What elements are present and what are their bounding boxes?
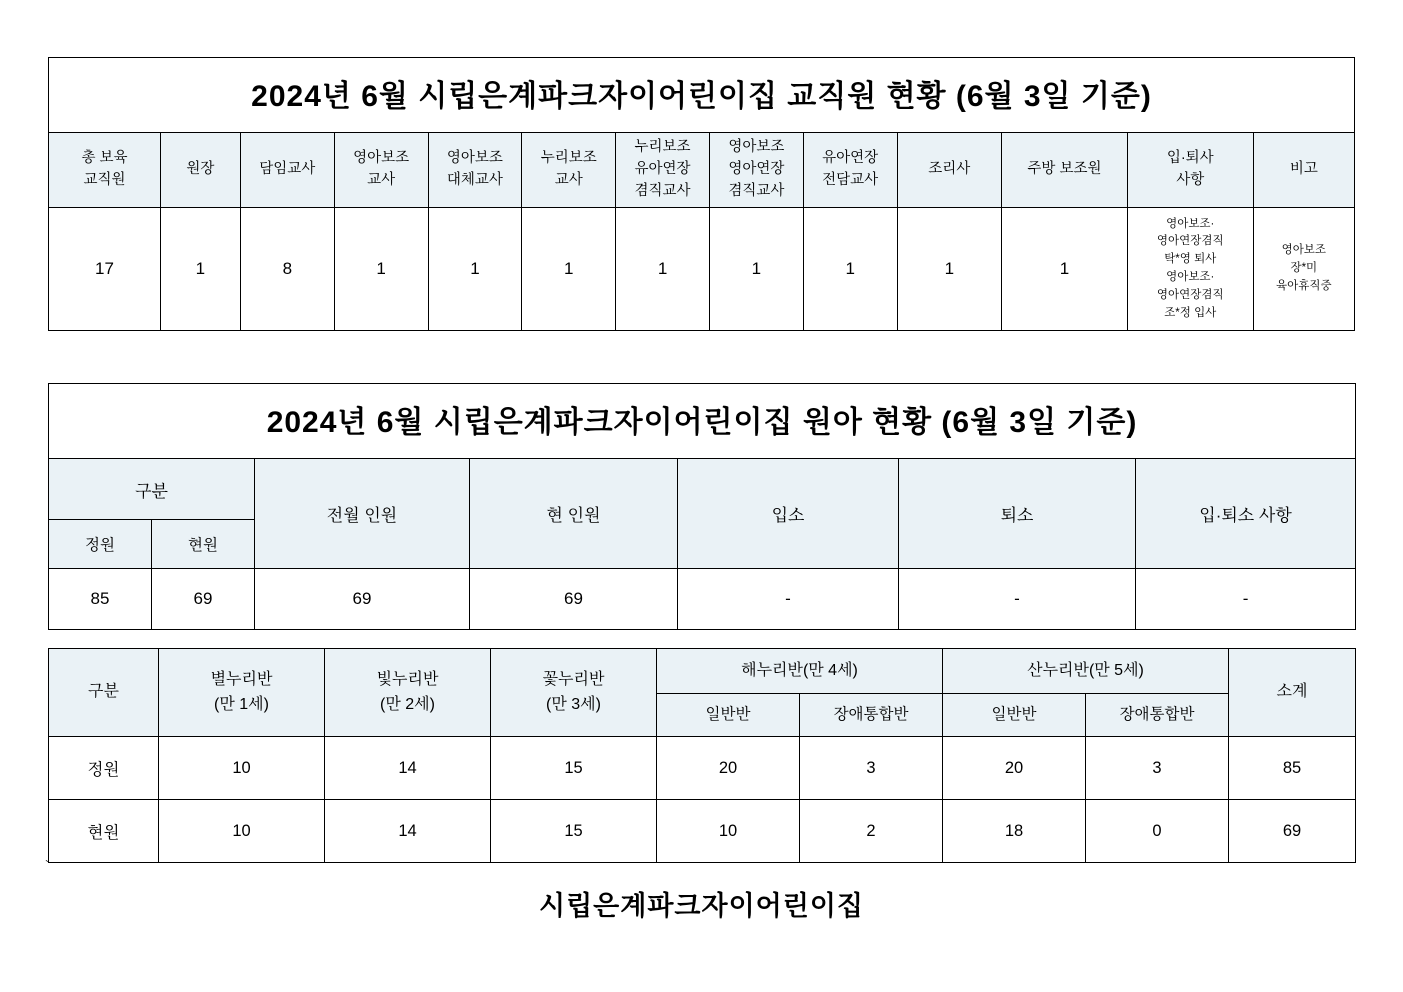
staff-header-infant-ext (709, 133, 803, 208)
staff-header-note: 비고 (1253, 133, 1354, 208)
staff-status-table (48, 57, 1355, 331)
children-status-table (48, 383, 1356, 630)
class-capacity-byeol: 10 (159, 737, 325, 800)
children-value-capacity: 85 (49, 569, 152, 630)
children-subheader-capacity: 정원 (49, 520, 152, 569)
staff-header-child-ext (803, 133, 897, 208)
staff-inout-line3: 탁*영 퇴사 (1164, 253, 1217, 266)
class-capacity-total: 85 (1229, 737, 1356, 800)
staff-value-director: 1 (160, 208, 240, 331)
class-header-byeol (159, 649, 325, 737)
staff-value-homeroom: 8 (240, 208, 334, 331)
staff-header-director: 원장 (160, 133, 240, 208)
class-enrolled-total: 69 (1229, 800, 1356, 863)
staff-header-total-line2: 교직원 (83, 172, 126, 188)
class-header-hae-inclusive: 장애통합반 (800, 694, 943, 737)
class-enrolled-hae-inclusive: 2 (800, 800, 943, 863)
staff-table-title-row (49, 58, 1355, 133)
staff-header-infant-ext-line1: 영아보조 (728, 139, 785, 156)
staff-value-cook: 1 (897, 208, 1001, 331)
children-header-gubun: 구분 (49, 459, 255, 520)
staff-table-value-row (49, 208, 1355, 331)
class-header-bit-name: 빛누리반 (376, 670, 439, 688)
staff-value-nuri-ext: 1 (616, 208, 710, 331)
children-value-current: 69 (470, 569, 678, 630)
class-capacity-bit: 14 (325, 737, 491, 800)
class-enrolled-kkot: 15 (491, 800, 657, 863)
staff-header-homeroom: 담임교사 (240, 133, 334, 208)
staff-header-nuri-ext (616, 133, 710, 208)
children-value-enrolled: 69 (152, 569, 255, 630)
staff-inout-line4: 영아보조· (1166, 271, 1215, 283)
class-header-bit (325, 649, 491, 737)
class-enrolled-bit: 14 (325, 800, 491, 863)
class-header-total: 소계 (1229, 649, 1356, 737)
staff-value-infant-sub: 1 (428, 208, 522, 331)
staff-value-note (1253, 208, 1354, 331)
class-header-san-inclusive: 장애통합반 (1086, 694, 1229, 737)
class-enrolled-san-general: 18 (943, 800, 1086, 863)
class-table-header-top-row (49, 649, 1356, 694)
staff-value-total: 17 (49, 208, 161, 331)
class-enrolled-byeol: 10 (159, 800, 325, 863)
staff-header-nuri-aide (522, 133, 616, 208)
staff-header-child-ext-line1: 유아연장 (822, 150, 879, 167)
staff-note-line3: 육아휴직중 (1276, 279, 1332, 292)
children-header-withdrawn: 퇴소 (899, 459, 1136, 569)
staff-inout-line2: 영아연장겸직 (1156, 235, 1224, 248)
children-header-inout: 입·퇴소 사항 (1136, 459, 1356, 569)
children-table-title-row (49, 384, 1356, 459)
class-breakdown-table (48, 648, 1356, 863)
staff-value-kitchen-aide: 1 (1002, 208, 1128, 331)
class-table-row-enrolled (49, 800, 1356, 863)
staff-inout-line6: 조*정 입사 (1164, 306, 1217, 319)
class-header-byeol-name: 별누리반 (210, 670, 273, 688)
children-header-current: 현 인원 (470, 459, 678, 569)
staff-header-kitchen-aide: 주방 보조원 (1002, 133, 1128, 208)
staff-header-nuri-ext-line1: 누리보조 (634, 139, 691, 156)
class-header-san-general: 일반반 (943, 694, 1086, 737)
class-header-san: 산누리반(만 5세) (943, 649, 1229, 694)
staff-value-nuri-aide: 1 (522, 208, 616, 331)
staff-header-infant-aide-line2: 교사 (367, 172, 396, 188)
children-subheader-enrolled: 현원 (152, 520, 255, 569)
children-table-value-row (49, 569, 1356, 630)
staff-header-nuri-aide-line2: 교사 (554, 172, 583, 188)
staff-header-nuri-ext-line3: 겸직교사 (634, 182, 691, 199)
children-value-inout-note: - (1136, 569, 1356, 630)
staff-header-total (49, 133, 161, 208)
staff-value-child-ext: 1 (803, 208, 897, 331)
class-capacity-san-general: 20 (943, 737, 1086, 800)
class-row-label-capacity: 정원 (49, 737, 159, 800)
class-header-byeol-age: (만 1세) (214, 695, 269, 713)
staff-header-inout-line1: 입·퇴사 (1166, 150, 1214, 167)
class-enrolled-san-inclusive: 0 (1086, 800, 1229, 863)
class-capacity-kkot: 15 (491, 737, 657, 800)
staff-header-inout (1127, 133, 1253, 208)
children-header-prev-month: 전월 인원 (255, 459, 470, 569)
class-capacity-hae-general: 20 (657, 737, 800, 800)
staff-value-inout (1127, 208, 1253, 331)
class-header-kkot-age: (만 3세) (546, 695, 601, 713)
class-header-kkot (491, 649, 657, 737)
children-table-header-row (49, 459, 1356, 520)
staff-header-infant-ext-line3: 겸직교사 (728, 182, 785, 199)
class-capacity-san-inclusive: 3 (1086, 737, 1229, 800)
staff-header-child-ext-line2: 전담교사 (822, 172, 879, 188)
staff-value-infant-ext: 1 (709, 208, 803, 331)
children-table-title: 2024년 6월 시립은계파크자이어린이집 원아 현황 (6월 3일 기준) (49, 384, 1356, 459)
staff-value-infant-aide: 1 (334, 208, 428, 331)
staff-inout-line5: 영아연장겸직 (1156, 288, 1224, 301)
staff-header-infant-aide-line1: 영아보조 (353, 150, 410, 167)
class-capacity-hae-inclusive: 3 (800, 737, 943, 800)
staff-header-nuri-aide-line1: 누리보조 (540, 150, 597, 167)
staff-header-infant-ext-line2: 영아연장 (728, 161, 785, 178)
class-row-label-enrolled: 현원 (49, 800, 159, 863)
class-header-gubun: 구분 (49, 649, 159, 737)
staff-table-header-row (49, 133, 1355, 208)
staff-header-nuri-ext-line2: 유아연장 (634, 161, 691, 178)
children-value-admitted: - (678, 569, 899, 630)
staff-header-infant-sub (428, 133, 522, 208)
staff-header-infant-sub-line2: 대체교사 (446, 172, 503, 188)
staff-note-line2: 장*미 (1290, 262, 1318, 275)
staff-note-line1: 영아보조 (1281, 244, 1327, 257)
staff-header-infant-aide (334, 133, 428, 208)
children-value-withdrawn: - (899, 569, 1136, 630)
children-header-admitted: 입소 (678, 459, 899, 569)
stray-tick-mark: ` (45, 858, 49, 872)
class-table-row-capacity (49, 737, 1356, 800)
class-header-kkot-name: 꽃누리반 (542, 670, 605, 688)
staff-table-title: 2024년 6월 시립은계파크자이어린이집 교직원 현황 (6월 3일 기준) (49, 58, 1355, 133)
staff-header-cook: 조리사 (897, 133, 1001, 208)
class-header-hae: 해누리반(만 4세) (657, 649, 943, 694)
class-header-hae-general: 일반반 (657, 694, 800, 737)
class-enrolled-hae-general: 10 (657, 800, 800, 863)
children-value-prev-month: 69 (255, 569, 470, 630)
staff-header-total-line1: 총 보육 (81, 150, 128, 167)
class-header-bit-age: (만 2세) (380, 695, 435, 713)
center-name-footer: 시립은계파크자이어린이집 (539, 891, 864, 921)
staff-header-inout-line2: 사항 (1176, 172, 1205, 188)
staff-header-infant-sub-line1: 영아보조 (446, 150, 503, 167)
staff-inout-line1: 영아보조· (1166, 217, 1215, 230)
